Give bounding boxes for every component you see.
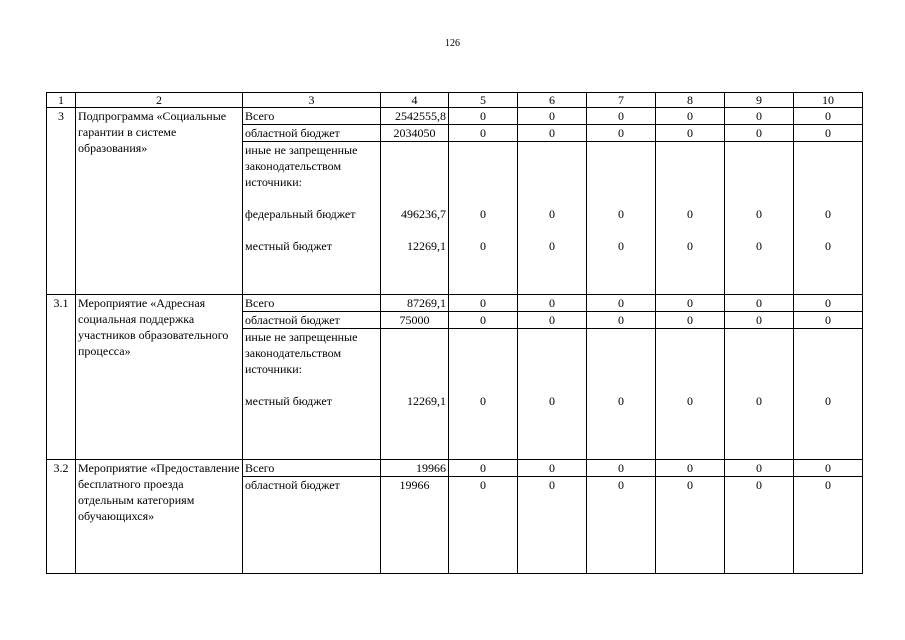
source-label: Всего [243,108,381,125]
value-cell: 0 [449,295,518,312]
value-cell: 0 [794,477,863,574]
value-text: 0 [756,207,762,221]
value-cell: 0 [449,460,518,477]
table-row [47,108,863,125]
budget-table [46,92,863,574]
value-cell: 0 [518,295,587,312]
value-cell: 0 [794,125,863,142]
section-title: Мероприятие «Адресная социальная поддержка участников образовательного процесса» [76,295,243,460]
value-cell: 0 [656,108,725,125]
value-cell: 0 [449,312,518,329]
value-text: 0 [825,239,831,253]
value-text: 0 [480,207,486,221]
value-text: 0 [756,239,762,253]
value-cell: 0 [725,477,794,574]
value-cell [656,142,725,295]
value-text: 12269,1 [407,239,446,253]
value-cell: 0 [725,295,794,312]
section-title: Мероприятие «Предоставление бесплатного проезда отдельным категориям обучающихся» [76,460,243,574]
table-row [47,460,863,477]
value-cell: 0 [656,125,725,142]
page-number: 126 [445,38,460,49]
value-cell: 0 [587,125,656,142]
column-header: 4 [381,93,449,108]
value-cell: 0 [656,312,725,329]
value-cell [518,329,587,460]
column-header: 3 [243,93,381,108]
value-cell: 87269,1 [381,295,449,312]
column-header: 6 [518,93,587,108]
source-label: местный бюджет [245,394,332,408]
header-row [47,93,863,108]
value-cell [587,329,656,460]
section-number: 3 [47,108,76,295]
value-cell: 0 [656,477,725,574]
column-header: 5 [449,93,518,108]
value-text: 0 [618,207,624,221]
value-cell: 19966 [381,477,449,574]
value-cell: 0 [725,125,794,142]
value-cell: 0 [518,108,587,125]
value-cell: 0 [518,125,587,142]
value-cell [381,329,449,460]
value-cell [656,329,725,460]
section-title: Подпрограмма «Социальные гарантии в системе образования» [76,108,243,295]
other-sources-cell [243,142,381,295]
value-text: 0 [549,239,555,253]
value-cell: 0 [518,312,587,329]
value-cell [449,142,518,295]
value-cell: 75000 [381,312,449,329]
value-cell: 0 [794,312,863,329]
value-cell: 0 [587,312,656,329]
value-cell: 0 [587,295,656,312]
value-cell [725,142,794,295]
value-cell: 0 [587,477,656,574]
value-text: 0 [687,394,693,408]
value-text: 0 [549,207,555,221]
value-cell: 0 [794,460,863,477]
source-label: Всего [243,460,381,477]
value-text: 0 [618,394,624,408]
value-cell: 2542555,8 [381,108,449,125]
value-text: 0 [618,239,624,253]
value-cell: 2034050 [381,125,449,142]
source-label: областной бюджет [243,312,381,329]
value-cell: 0 [587,108,656,125]
value-cell [587,142,656,295]
column-header: 8 [656,93,725,108]
value-cell: 0 [656,460,725,477]
value-cell [381,142,449,295]
value-cell [725,329,794,460]
value-cell: 19966 [381,460,449,477]
value-cell: 0 [725,460,794,477]
section-number: 3.2 [47,460,76,574]
section-number: 3.1 [47,295,76,460]
column-header: 9 [725,93,794,108]
value-cell: 0 [449,108,518,125]
value-cell: 0 [518,477,587,574]
source-label: областной бюджет [243,125,381,142]
column-header: 7 [587,93,656,108]
value-text: 0 [549,394,555,408]
value-text: 0 [687,207,693,221]
value-text: 0 [825,207,831,221]
other-sources-label: иные не запрещенные законодательством источники: [245,143,358,189]
value-cell: 0 [725,312,794,329]
value-text: 0 [825,394,831,408]
other-sources-label: иные не запрещенные законодательством источники: [245,330,358,376]
value-cell: 0 [518,460,587,477]
value-text: 496236,7 [401,207,446,221]
column-header: 1 [47,93,76,108]
source-label: областной бюджет [243,477,381,574]
value-text: 0 [687,239,693,253]
other-sources-cell [243,329,381,460]
value-cell: 0 [449,125,518,142]
value-text: 12269,1 [407,394,446,408]
value-text: 0 [756,394,762,408]
value-cell [449,329,518,460]
value-cell: 0 [587,460,656,477]
value-cell [794,329,863,460]
value-cell: 0 [794,108,863,125]
value-cell: 0 [725,108,794,125]
value-cell: 0 [449,477,518,574]
table-row [47,295,863,312]
column-header: 2 [76,93,243,108]
source-label: федеральный бюджет [245,207,356,221]
value-cell: 0 [656,295,725,312]
value-cell: 0 [794,295,863,312]
value-text: 0 [480,239,486,253]
value-cell [794,142,863,295]
source-label: местный бюджет [245,239,332,253]
column-header: 10 [794,93,863,108]
source-label: Всего [243,295,381,312]
value-text: 0 [480,394,486,408]
value-cell [518,142,587,295]
